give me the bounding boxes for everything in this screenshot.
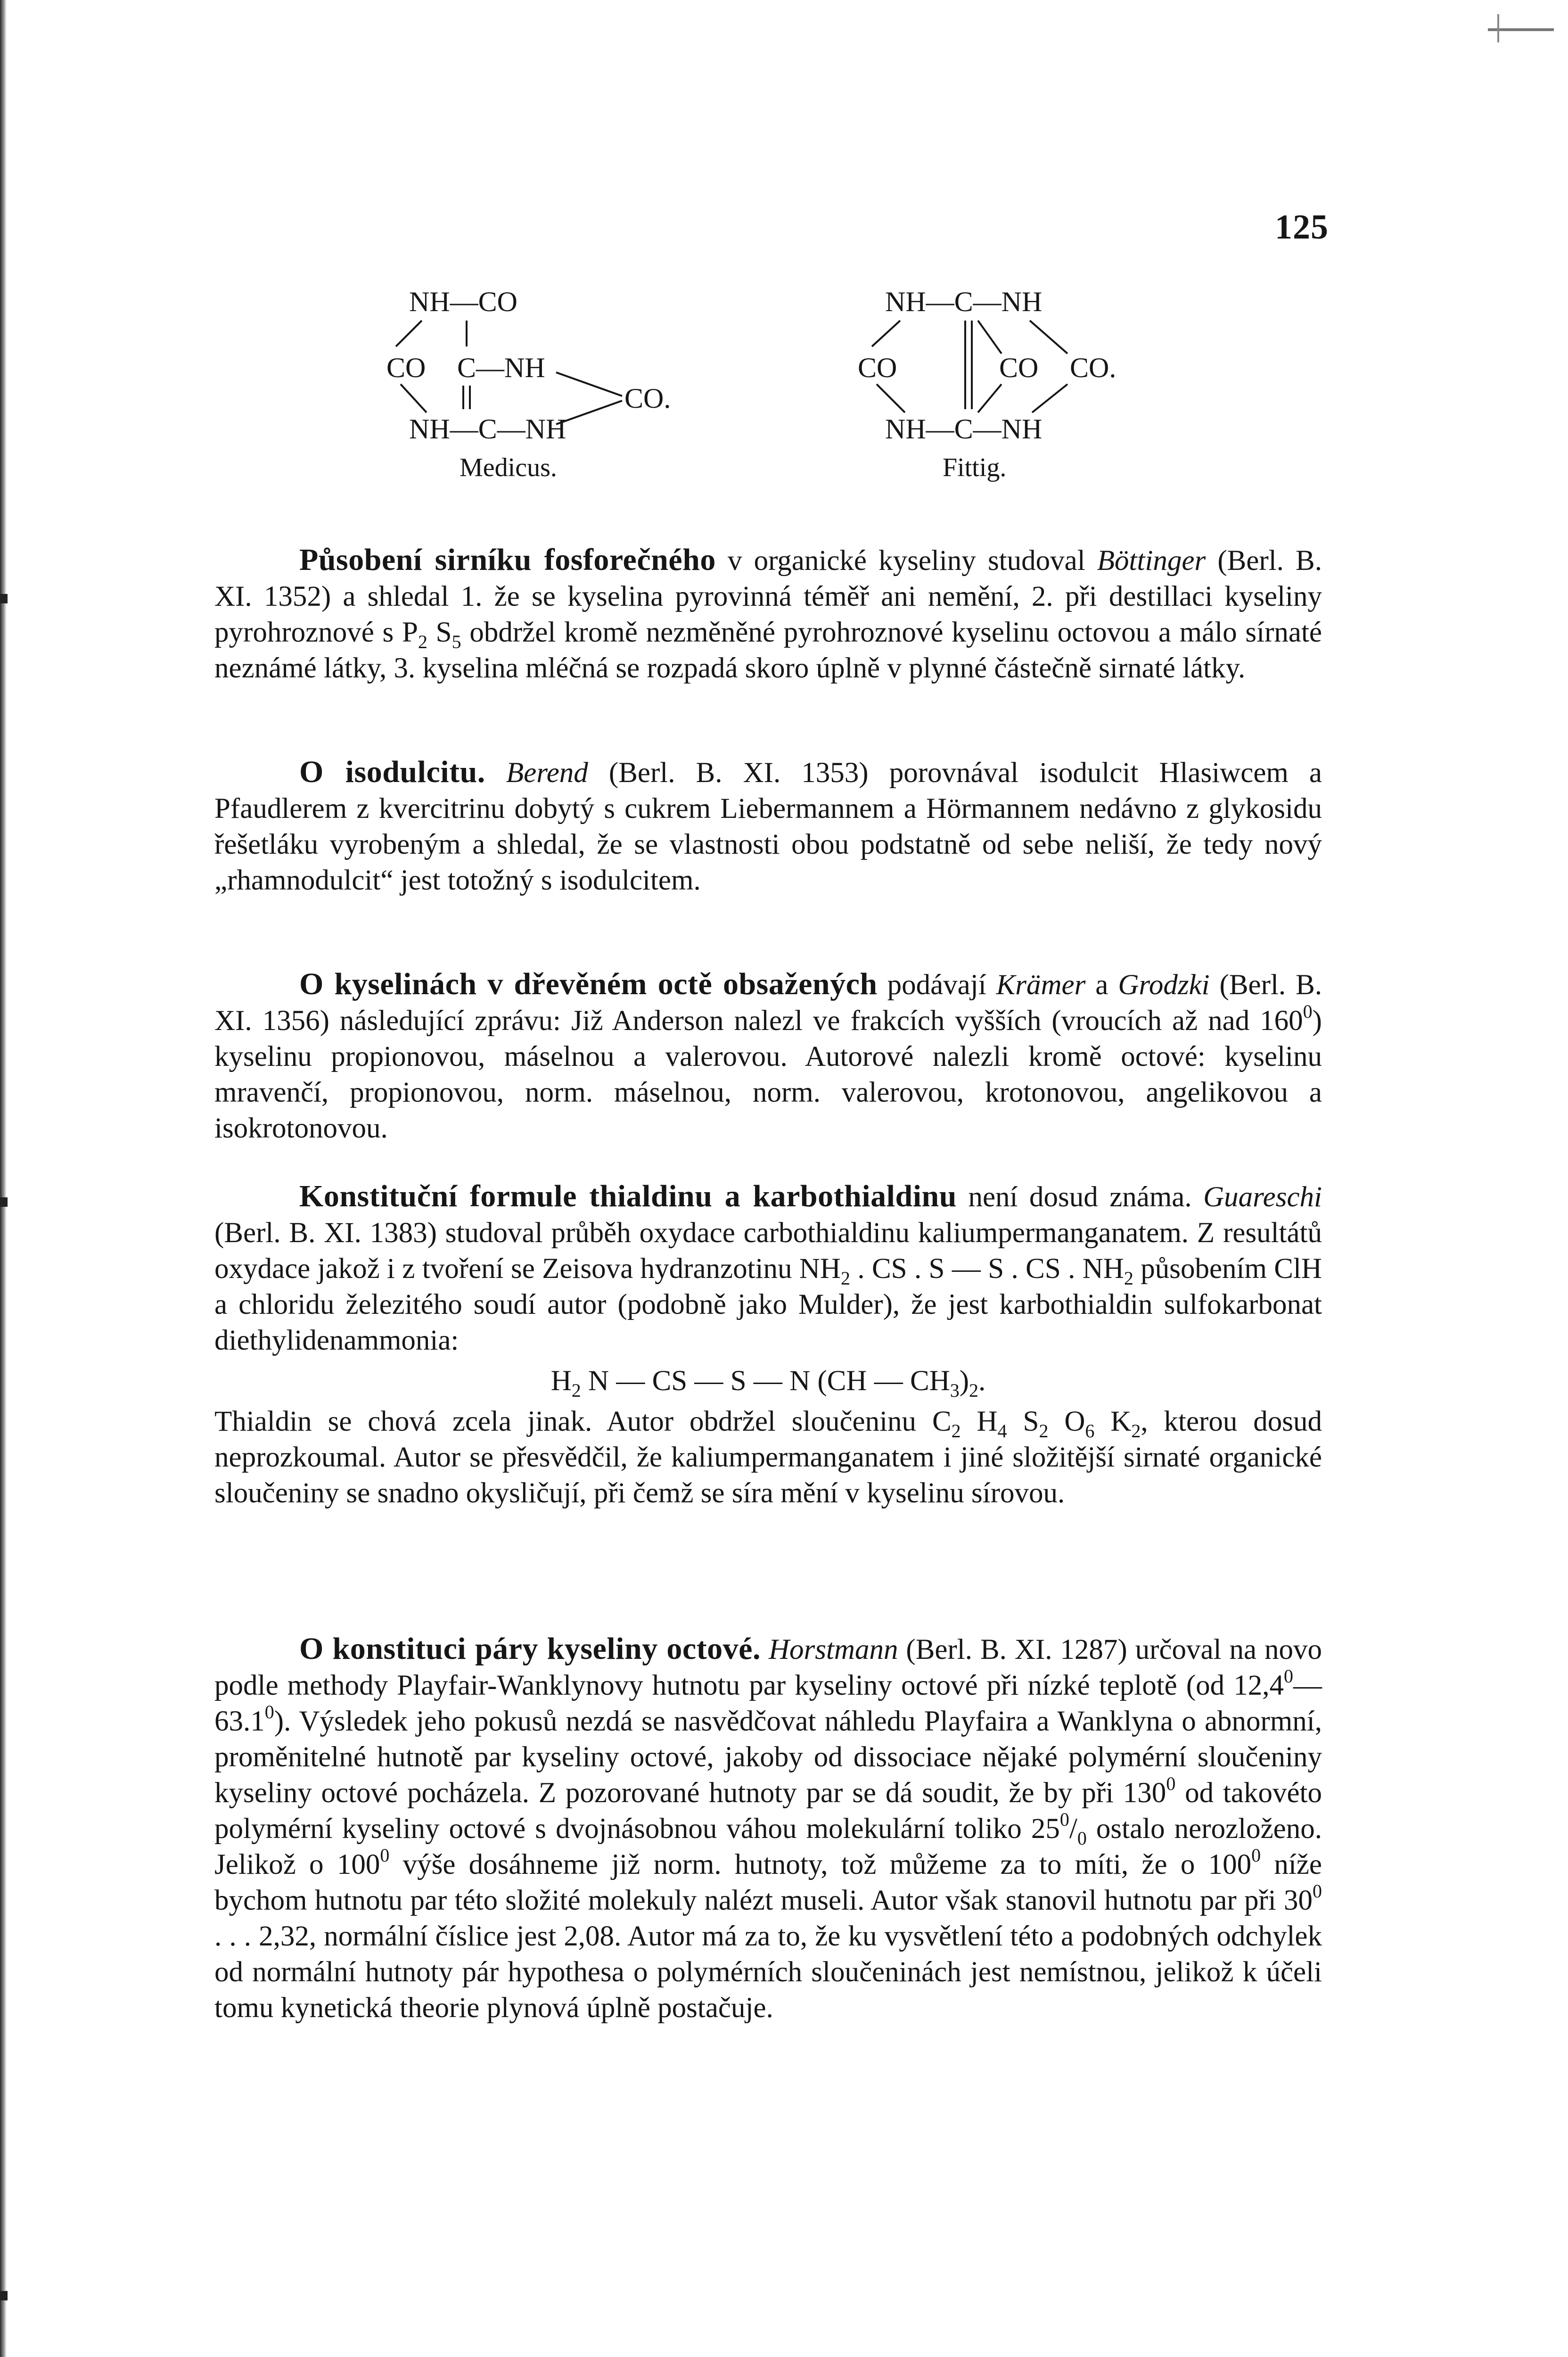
text-run: (Berl. B. XI. 1352) a shledal 1. že se kyselina pyrovinná téměř ani nemění, 2. při destillaci kyseliny pyrohroznové s P	[214, 545, 1322, 648]
medicus-row3: NH—C—NH	[409, 413, 566, 445]
text-run: podávají	[877, 969, 996, 1001]
formula-part: )	[959, 1365, 969, 1397]
text-run: . . . 2,32, normální číslice jest 2,08. Autor má za to, že ku vysvětlení této a podobných odchylek od normální hutnoty pár hypothesa o polymérních sloučeninách jest nemístnou, jelikož k účeli tomu kynetická theorie plynová úplně postačuje.	[214, 1920, 1322, 2024]
fittig-row2-right: CO.	[1070, 352, 1116, 383]
subscript: 2	[418, 631, 427, 652]
medicus-caption: Medicus.	[460, 453, 557, 482]
author-name: Krämer	[996, 969, 1086, 1001]
medicus-bond	[401, 384, 427, 412]
gutter-mark	[0, 1197, 8, 1207]
text-run: a	[1085, 969, 1118, 1001]
scan-specks	[1332, 0, 1568, 57]
text-run: (Berl. B. XI. 1356) následující zprávu: Již Anderson nalezl ve frakcích vyšších (vroucích až nad 160	[214, 969, 1322, 1037]
fittig-bond	[1030, 321, 1067, 354]
subscript: 5	[452, 631, 461, 652]
paragraph	[214, 542, 1322, 686]
text-run: —63.1	[214, 1670, 1322, 1737]
fittig-row1: NH—C—NH	[885, 286, 1043, 317]
section-heading: O konstituci páry kyseliny octové.	[299, 1632, 761, 1666]
subscript: 0	[1077, 1828, 1087, 1849]
superscript: 0	[1251, 1845, 1261, 1866]
subscript: 2	[1124, 1268, 1133, 1289]
text-run: /	[1069, 1813, 1077, 1845]
text-run: obdržel kromě nezměněné pyrohroznové kyselinu octovou a málo sírnaté neznámé látky, 3. kyselina mléčná se rozpadá skoro úplně v plynné částečně sirnaté látky.	[214, 617, 1322, 684]
text-run: ostalo nerozloženo. Jelikož o 100	[214, 1813, 1322, 1880]
fittig-bond	[978, 384, 1002, 412]
formula-part: .	[978, 1365, 986, 1397]
section-heading: Konstituční formule thialdinu a karbothialdinu	[299, 1179, 957, 1213]
formula-part: H	[550, 1365, 572, 1397]
subscript: 2	[1131, 1420, 1141, 1442]
text-run: v organické kyseliny studoval	[715, 545, 1097, 577]
author-name: Horstmann	[768, 1634, 898, 1665]
paragraph	[214, 1631, 1322, 2026]
text-run: S	[1007, 1406, 1039, 1437]
paragraph	[214, 754, 1322, 898]
text-run: Thialdin se chová zcela jinak. Autor obdržel sloučeninu C	[214, 1406, 952, 1437]
subscript: 2	[840, 1268, 850, 1289]
gutter-mark	[0, 594, 8, 603]
subscript: 2	[951, 1420, 961, 1442]
section-phosphorus-sulfide	[214, 542, 1322, 686]
author-name: Guareschi	[1203, 1181, 1322, 1213]
fittig-row3: NH—C—NH	[885, 413, 1043, 445]
text-run: působením ClH a chloridu železitého soudí autor (podobně jako Mulder), že jest karbothialdin sulfokarbonat diethylidenammonia:	[214, 1253, 1322, 1356]
gutter-mark	[0, 2291, 8, 2300]
formula-medicus	[386, 286, 671, 482]
fittig-bond	[872, 321, 900, 346]
superscript: 0	[1059, 1809, 1069, 1830]
fittig-row2-left: CO	[858, 352, 897, 383]
text-run: (Berl. B. XI. 1287) určoval na novo podle methody Playfair-Wanklynovy hutnotu par kyseliny octové při nízké teplotě (od 12,4	[214, 1634, 1322, 1701]
text-run: (Berl. B. XI. 1383) studoval průběh oxydace carbothialdinu kaliumpermanganatem. Z resultátů oxydace jakož i z tvoření se Zeisova hydranzotinu NH	[214, 1217, 1322, 1285]
superscript: 0	[380, 1845, 390, 1866]
formula-fittig	[858, 286, 1116, 482]
superscript: 0	[1284, 1665, 1293, 1687]
section-isodulcit	[214, 754, 1322, 898]
superscript: 0	[264, 1701, 274, 1722]
fittig-bond	[1032, 384, 1067, 412]
superscript: 0	[1303, 1001, 1313, 1022]
subscript: 4	[997, 1420, 1007, 1442]
paragraph	[214, 1404, 1322, 1511]
section-thialdine-constitution	[214, 1178, 1322, 1511]
text-run: O	[1048, 1406, 1085, 1437]
text-run: ) kyselinu propionovou, máselnou a valerovou. Autorové nalezli kromě octové: kyselinu mravenčí, propionovou, norm. máselnou, norm. valerovou, krotonovou, angelikovou a isokrotonovou.	[214, 1005, 1322, 1144]
binding-edge	[0, 0, 7, 2357]
author-name: Böttinger	[1097, 545, 1206, 577]
medicus-row2-left: CO	[386, 352, 426, 383]
text-run: není dosud známa.	[956, 1181, 1204, 1213]
superscript: 0	[1313, 1880, 1322, 1902]
formula-part: N — CS — S — N (CH — CH	[581, 1365, 950, 1397]
medicus-row2-mid: C—NH	[457, 352, 545, 383]
subscript: 6	[1085, 1420, 1095, 1442]
author-name: Grodzki	[1118, 969, 1210, 1001]
fittig-bond	[978, 321, 1002, 354]
subscript: 3	[950, 1380, 960, 1401]
medicus-row2-right: CO.	[624, 383, 671, 414]
page-number: 125	[1275, 208, 1329, 247]
text-run: níže bychom hutnotu par této složité molekuly nalézt museli. Autor však stanovil hutnotu par při 30	[214, 1849, 1322, 1916]
fittig-bond	[877, 384, 905, 412]
medicus-row1: NH—CO	[409, 286, 518, 317]
superscript: 0	[1166, 1773, 1176, 1794]
medicus-bond	[396, 321, 422, 346]
section-wood-vinegar-acids	[214, 966, 1322, 1146]
medicus-bond	[556, 372, 622, 396]
text-run: ). Výsledek jeho pokusů nezdá se nasvědčovat náhledu Playfaira a Wanklyna o abnormní, proměnitelné hutnotě par kyseliny octové, jakoby od dissociace nějaké polymérní sloučeniny kyseliny octové pocházela. Z pozorované hutnoty par se dá soudit, že by při 130	[214, 1706, 1322, 1809]
subscript: 2	[571, 1380, 581, 1401]
text-run: (Berl. B. XI. 1353) porovnával isodulcit Hlasiwcem a Pfaudlerem z kvercitrinu dobytý s cukrem Liebermannem a Hörmannem nedávno z glykosidu řešetláku vyrobeným a shledal, že se vlastnosti obou podstatně od sebe neliší, že tedy nový „rhamnodulcit“ jest totožný s isodulcitem.	[214, 757, 1322, 896]
paragraph	[214, 1178, 1322, 1359]
text-run: výše dosáhneme již norm. hutnoty, tož můžeme za to míti, že o 100	[389, 1849, 1252, 1880]
text-run: . CS . S — S . CS . NH	[850, 1253, 1124, 1285]
text-run: K	[1094, 1406, 1132, 1437]
author-name: Berend	[506, 757, 588, 789]
text-run: H	[961, 1406, 998, 1437]
structural-formulas-svg	[386, 283, 1188, 519]
fittig-row2-mid: CO	[999, 352, 1039, 383]
section-heading: Působení sirníku fosforečného	[299, 543, 716, 577]
text-run: S	[427, 617, 452, 648]
paragraph	[214, 966, 1322, 1146]
text-run: od takovéto polymérní kyseliny octové s dvojnásobnou váhou molekulární toliko 25	[214, 1777, 1322, 1845]
subscript: 2	[1039, 1420, 1049, 1442]
section-heading: O isodulcitu.	[299, 755, 485, 789]
fittig-caption: Fittig.	[943, 453, 1007, 482]
text-run: , kterou dosud neprozkoumal. Autor se přesvědčil, že kaliumpermanganatem i jiné složitější sirnaté organické sloučeniny se snadno okysličují, při čemž se síra mění v kyselinu sírovou.	[214, 1406, 1322, 1509]
subscript: 2	[969, 1380, 979, 1401]
section-heading: O kyselinách v dřevěném octě obsažených	[299, 967, 878, 1001]
section-acetic-acid-vapour	[214, 1631, 1322, 2026]
display-formula	[214, 1359, 1322, 1404]
structural-formulas	[386, 283, 1188, 519]
